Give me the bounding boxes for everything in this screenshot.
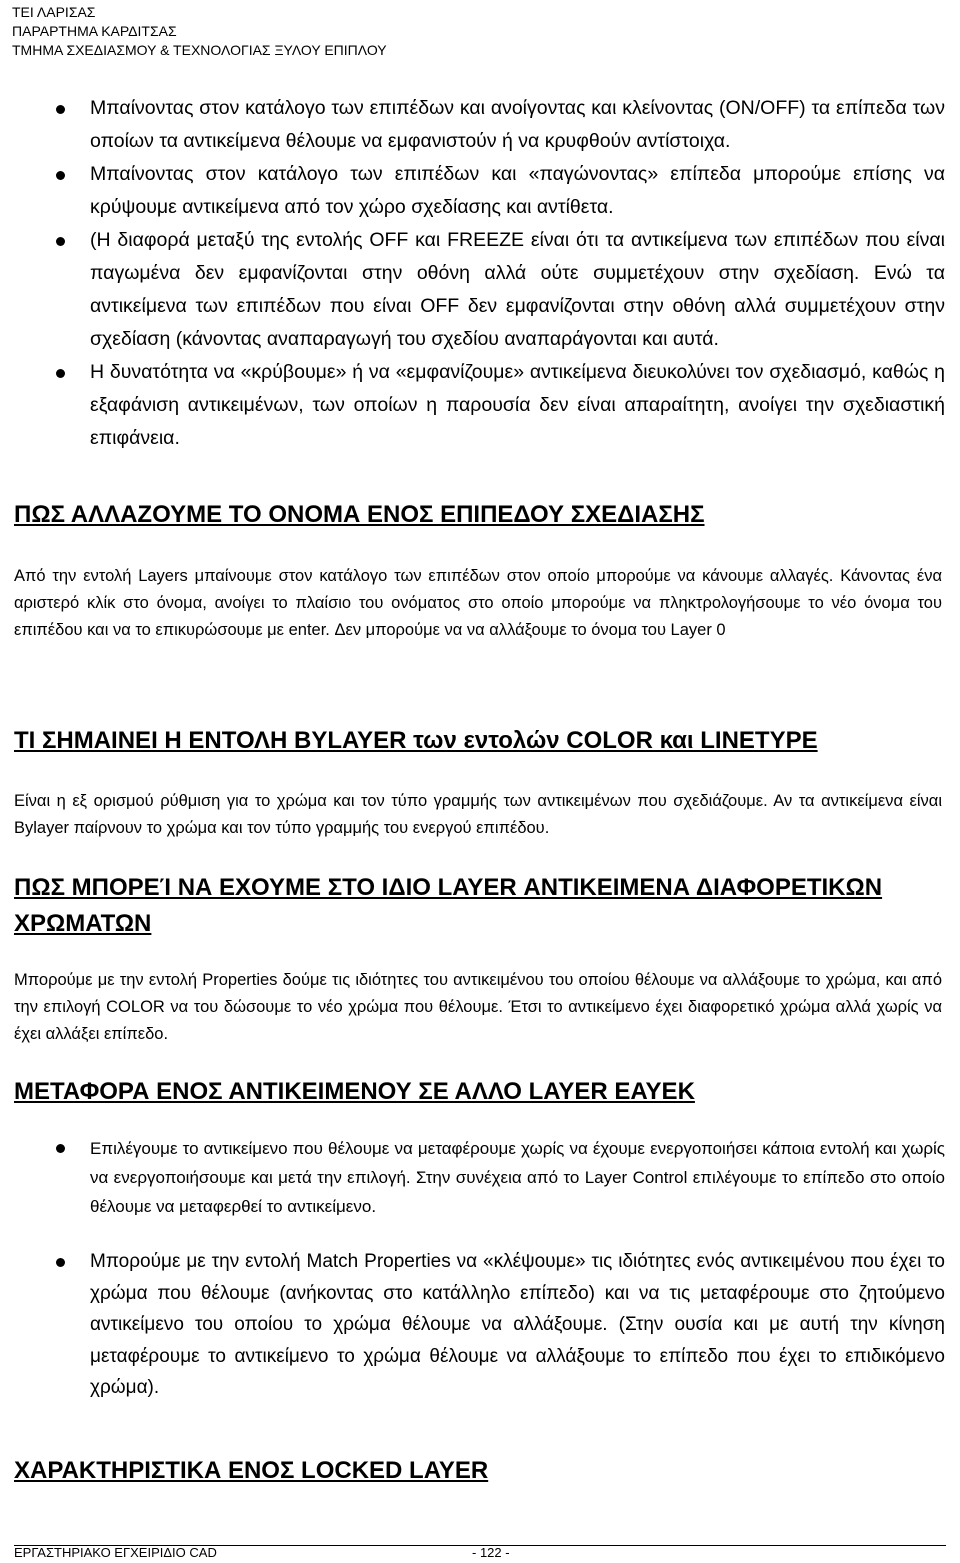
header-institution: ΤΕΙ ΛΑΡΙΣΑΣ [12,4,96,20]
list-item-text: Μπαίνοντας στον κατάλογο των επιπέδων και «παγώνοντας» επίπεδα μπορούμε επίσης να κρύψουμε αντικείμενα από τον χώρο σχεδίασης και αντίθετα. [90,163,945,218]
list-item [0,92,960,158]
section-heading-locked-layer: ΧΑΡΑΚΤΗΡΙΣΤΙΚΑ ΕΝΟΣ LOCKED LAYER [14,1457,489,1484]
intro-bullet-list [0,92,960,455]
bullet-icon [56,369,65,378]
section-text-different-colors: Μπορούμε με την εντολή Properties δούμε τις ιδιότητες του αντικειμένου του οποίου θέλουμε να αλλάξουμε το χρώμα, και από την επιλογή COLOR να του δώσουμε το νέο χρώμα που θέλουμε. Έτσι το αντικείμενο έχει διαφορετικό χρώμα αλλά χωρίς να έχει αλλάξει επίπεδο. [14,971,942,1043]
list-item-text: Μπορούμε με την εντολή Match Properties να «κλέψουμε» τις ιδιότητες ενός αντικειμένου που έχει το χρώμα που θέλουμε (ανήκοντας στο κατάλληλο επίπεδο) και να τις μεταφέρουμε στο ζητούμενο αντικείμενο του οποίου το χρώμα θέλουμε να αλλάξουμε. (Στην ουσία και με αυτή την κίνηση μεταφέρουμε το αντικείμενο το χρώμα θέλουμε να αλλάξουμε το επίπεδο που έχει το επιδικόμενο χρώμα). [90,1251,945,1398]
list-item [0,1134,960,1221]
page-header [12,3,387,60]
header-department: ΤΜΗΜΑ ΣΧΕΔΙΑΣΜΟΥ & ΤΕΧΝΟΛΟΓΙΑΣ ΞΥΛΟΥ ΕΠΙΠΛΟΥ [12,42,387,58]
bullet-icon [56,1258,65,1267]
bullet-icon [56,105,65,114]
list-item [0,1246,960,1404]
header-branch: ΠΑΡΑΡΤΗΜΑ ΚΑΡΔΙΤΣΑΣ [12,23,177,39]
list-item [0,356,960,455]
section-text-bylayer: Είναι η εξ ορισμού ρύθμιση για το χρώμα και τον τύπο γραμμής των αντικειμένων που σχεδιάζουμε. Αν τα αντικείμενα είναι Bylayer παίρνουν το χρώμα και τον τύπο γραμμής του ενεργού επιπέδου. [14,792,942,837]
list-item-text: Μπαίνοντας στον κατάλογο των επιπέδων και ανοίγοντας και κλείνοντας (ON/OFF) τα επίπεδα των οποίων τα αντικείμενα θέλουμε να εμφανιστούν ή να κρυφθούν αντίστοιχα. [90,97,945,152]
section-heading-different-colors: ΠΩΣ ΜΠΟΡΕΊ ΝΑ ΕΧΟΥΜΕ ΣΤΟ ΙΔΙΟ LAYER ΑΝΤΙΚΕΙΜΕΝΑ ΔΙΑΦΟΡΕΤΙΚΩΝ ΧΡΩΜΑΤΩΝ [14,874,883,937]
section-heading-rename-layer: ΠΩΣ ΑΛΛΑΖΟΥΜΕ ΤΟ ΟΝΟΜΑ ΕΝΟΣ ΕΠΙΠΕΔΟΥ ΣΧΕΔΙΑΣΗΣ [14,501,705,528]
page-number: - 122 - [472,1545,510,1560]
list-item [0,224,960,356]
bullet-icon [56,1144,65,1153]
section-heading-bylayer: ΤΙ ΣΗΜΑΙΝΕΙ Η ΕΝΤΟΛΗ BYLAYER των εντολών COLOR και LINETYPE [14,727,818,754]
section-heading-move-object: ΜΕΤΑΦΟΡΑ ΕΝΟΣ ΑΝΤΙΚΕΙΜΕΝΟΥ ΣΕ ΑΛΛΟ LAYER ΕΑΥΕΚ [14,1078,695,1105]
section-text-rename-layer: Από την εντολή Layers μπαίνουμε στον κατάλογο των επιπέδων στον οποίο μπορούμε να κάνουμε αλλαγές. Κάνοντας ένα αριστερό κλίκ στο όνομα, ανοίγει το πλαίσιο του ονόματος στο οποίο μπορούμε να πληκτρολογήσουμε το νέο όνομα του επιπέδου και να το επικυρώσουμε με enter. Δεν μπορούμε να να αλλάξουμε το όνομα του Layer 0 [14,567,942,639]
list-item-text: Επιλέγουμε το αντικείμενο που θέλουμε να μεταφέρουμε χωρίς να έχουμε ενεργοποιήσει κάποια εντολή και χωρίς να ενεργοποιήσουμε και μετά την επιλογή. Στην συνέχεια από το Layer Control επιλέγουμε το επίπεδο στο οποίο θέλουμε να μεταφερθεί το αντικείμενο. [90,1139,945,1216]
match-properties-bullet-list [0,1246,960,1404]
footer-title: ΕΡΓΑΣΤΗΡΙΑΚΟ ΕΓΧΕΙΡΙΔΙΟ CAD [14,1545,217,1560]
list-item-text: (Η διαφορά μεταξύ της εντολής OFF και FREEZE είναι ότι τα αντικείμενα των επιπέδων που είναι παγωμένα δεν εμφανίζονται στην οθόνη αλλά ούτε συμμετέχουν στην σχεδίαση. Ενώ τα αντικείμενα των επιπέδων που είναι OFF δεν εμφανίζονται στην οθόνη αλλά συμμετέχουν στην σχεδίαση (κάνοντας αναπαραγωγή του σχεδίου αναπαράγονται και αυτά. [90,229,945,350]
bullet-icon [56,171,65,180]
bullet-icon [56,237,65,246]
list-item [0,158,960,224]
move-object-bullet-list [0,1134,960,1249]
list-item-text: Η δυνατότητα να «κρύβουμε» ή να «εμφανίζουμε» αντικείμενα διευκολύνει τον σχεδιασμό, καθώς η εξαφάνιση αντικειμένων, των οποίων η παρουσία δεν είναι απαραίτητη, ανοίγει την σχεδιαστική επιφάνεια. [90,361,945,449]
